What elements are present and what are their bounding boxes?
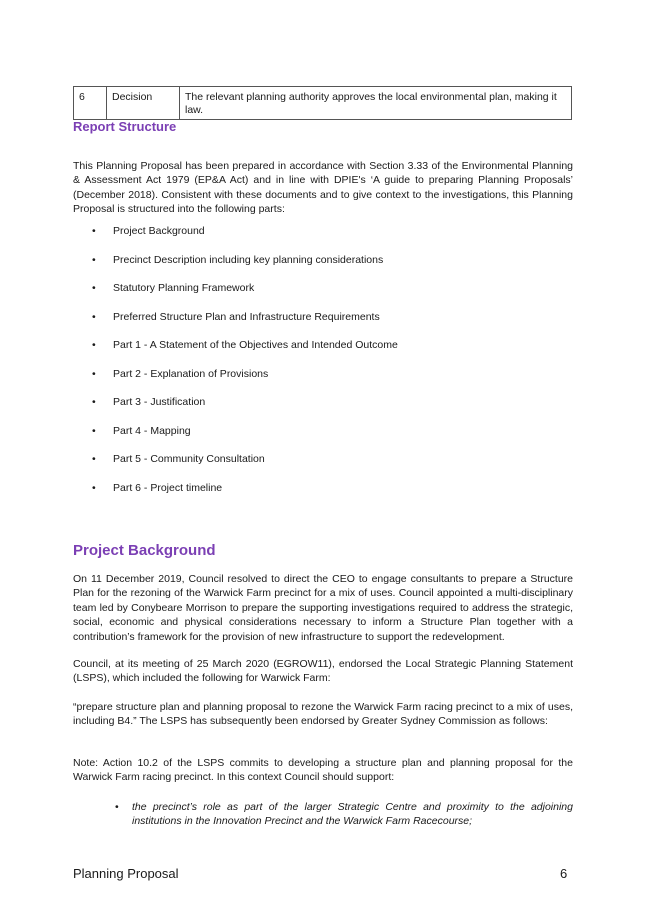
bullet-icon: • bbox=[92, 225, 96, 237]
bullet-icon: • bbox=[92, 367, 96, 380]
report-structure-heading: Report Structure bbox=[73, 119, 177, 134]
report-structure-list bbox=[73, 224, 573, 509]
list-item bbox=[73, 224, 573, 253]
list-item bbox=[73, 367, 573, 396]
project-background-paragraph-2: Council, at its meeting of 25 March 2020 (EGROW11), endorsed the Local Strategic Planning Statement (LSPS), which included the following for Warwick Farm: bbox=[73, 658, 573, 685]
stage-number: 6 bbox=[74, 87, 107, 120]
bullet-icon: • bbox=[92, 481, 96, 494]
project-background-paragraph-1: On 11 December 2019, Council resolved to direct the CEO to engage consultants to prepare a Structure Plan for the rezoning of the Warwick Farm precinct for a mix of uses. Council appointed a multi-disciplinary team led by Conybeare Morrison to prepare the supporting investigations required to address the strategic, social, economic and physical considerations necessary to inform a Structure Plan together with a contribution’s framework for the provision of new infrastructure to support the redevelopment. bbox=[73, 573, 573, 643]
bullet-icon: • bbox=[92, 310, 96, 323]
stage-table bbox=[73, 86, 572, 120]
list-item-text: Project Background bbox=[113, 225, 205, 237]
list-item bbox=[73, 253, 573, 282]
project-background-paragraph-4: Note: Action 10.2 of the LSPS commits to developing a structure plan and planning proposal for the Warwick Farm racing precinct. In this context Council should support: bbox=[73, 757, 573, 784]
report-structure-intro: This Planning Proposal has been prepared in accordance with Section 3.33 of the Environmental Planning & Assessment Act 1979 (EP&A Act) and in line with DPIE's ‘A guide to preparing Planning Proposals’ (December 2018). Consistent with these documents and to give context to the investigations, this Planning Proposal is structured into the following parts: bbox=[73, 160, 573, 216]
project-background-paragraph-3: “prepare structure plan and planning proposal to rezone the Warwick Farm racing precinct to a mix of uses, including B4.” The LSPS has subsequently been endorsed by Greater Sydney Commission as follows: bbox=[73, 701, 573, 728]
list-item-text: Preferred Structure Plan and Infrastructure Requirements bbox=[113, 310, 380, 323]
bullet-icon: • bbox=[92, 339, 96, 351]
list-item bbox=[73, 310, 573, 339]
bullet-icon: • bbox=[92, 282, 96, 294]
list-item bbox=[73, 481, 573, 510]
list-item bbox=[73, 800, 573, 828]
list-item-text: Part 5 - Community Consultation bbox=[113, 453, 265, 465]
bullet-icon: • bbox=[92, 253, 96, 266]
table-row bbox=[74, 87, 572, 120]
project-background-heading: Project Background bbox=[73, 542, 216, 559]
bullet-icon: • bbox=[92, 396, 96, 408]
stage-name: Decision bbox=[107, 87, 180, 120]
bullet-icon: • bbox=[115, 801, 119, 813]
page-number: 6 bbox=[560, 866, 568, 881]
list-item-text: Part 2 - Explanation of Provisions bbox=[113, 367, 269, 380]
list-item-text: Part 6 - Project timeline bbox=[113, 481, 223, 494]
list-item-text: Statutory Planning Framework bbox=[113, 282, 255, 294]
list-item-text: the precinct’s role as part of the larger Strategic Centre and proximity to the adjoining institutions in the Innovation Precinct and the Warwick Farm Racecourse; bbox=[132, 801, 573, 827]
list-item-text: Part 1 - A Statement of the Objectives and Intended Outcome bbox=[113, 339, 398, 351]
list-item bbox=[73, 395, 573, 424]
list-item-text: Part 3 - Justification bbox=[113, 396, 206, 408]
stage-description: The relevant planning authority approves the local environmental plan, making it law. bbox=[180, 87, 572, 120]
footer-title: Planning Proposal bbox=[73, 866, 179, 881]
list-item bbox=[73, 452, 573, 481]
bullet-icon: • bbox=[92, 424, 96, 437]
support-list bbox=[73, 800, 573, 828]
bullet-icon: • bbox=[92, 453, 96, 465]
list-item bbox=[73, 424, 573, 453]
list-item bbox=[73, 281, 573, 310]
list-item bbox=[73, 338, 573, 367]
list-item-text: Part 4 - Mapping bbox=[113, 424, 191, 437]
list-item-text: Precinct Description including key planning considerations bbox=[113, 253, 384, 266]
